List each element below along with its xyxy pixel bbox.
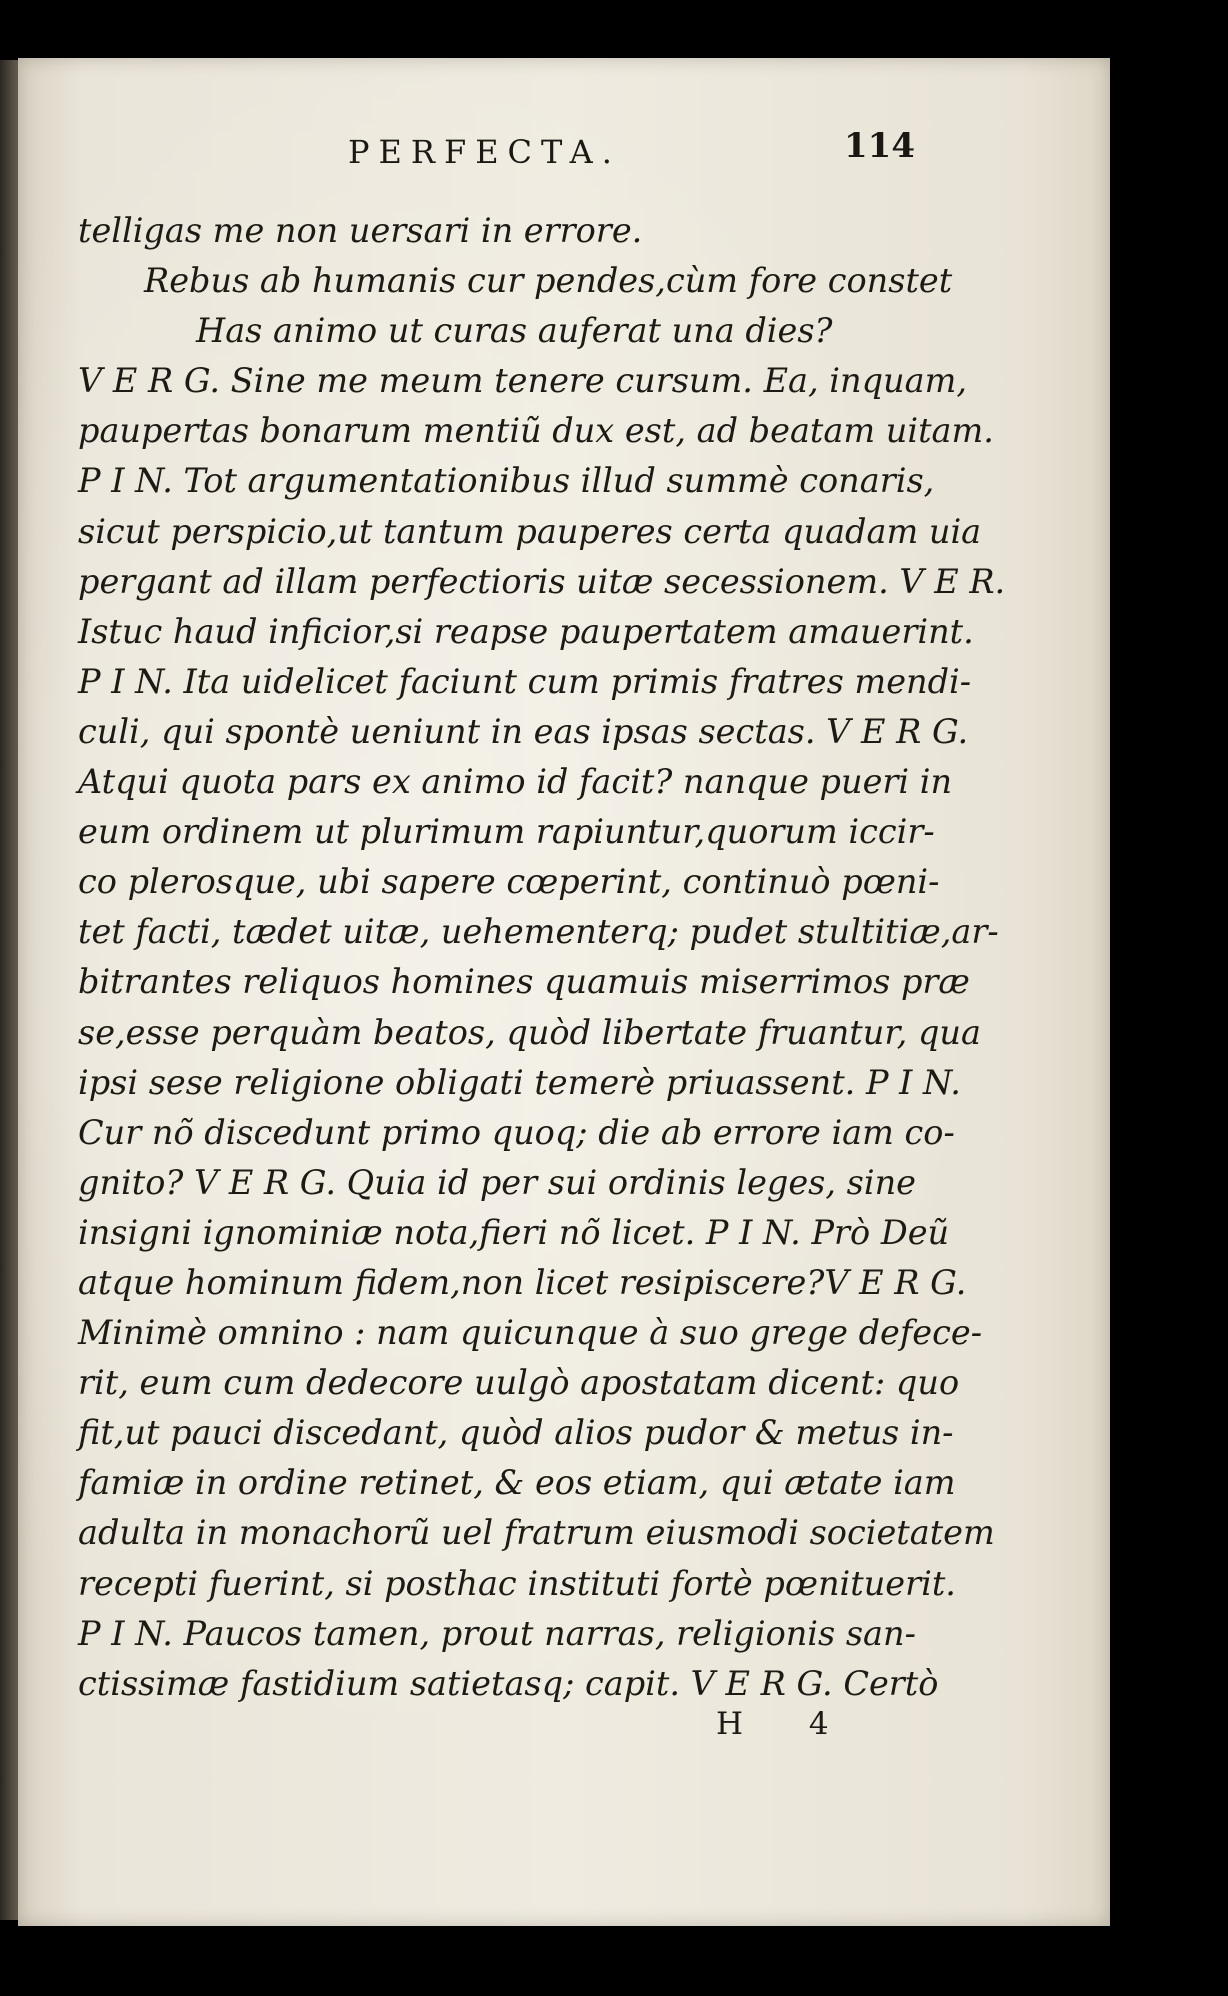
text-line: P I N. Tot argumentationibus illud summè conaris, [78, 461, 935, 501]
body-text [78, 206, 1006, 1709]
text-line: se,esse perquàm beatos, quòd libertate fruantur, qua [78, 1012, 981, 1052]
text-line: fit,ut pauci discedant, quòd alios pudor & metus in- [78, 1413, 954, 1453]
text-line: rit, eum cum dedecore uulgò apostatam dicent: quo [78, 1363, 960, 1403]
text-line: bitrantes reliquos homines quamuis miserrimos præ [78, 962, 970, 1002]
text-line: gnito? V E R G. Quia id per sui ordinis leges, sine [78, 1162, 916, 1202]
text-line: culi, qui spontè ueniunt in eas ipsas sectas. V E R G. [78, 711, 969, 751]
verse-line: Has animo ut curas auferat una dies? [196, 311, 833, 351]
text-line: eum ordinem ut plurimum rapiuntur,quorum iccir- [78, 812, 935, 852]
text-line: Istuc haud inficior,si reapse paupertatem amauerint. [78, 611, 974, 651]
text-line: sicut perspicio,ut tantum pauperes certa quadam uia [78, 511, 982, 551]
text-line: ctissimæ fastidium satietasq; capit. V E R G. Certò [78, 1663, 939, 1703]
text-line: atque hominum fidem,non licet resipiscere?V E R G. [78, 1262, 967, 1302]
text-line: adulta in monachorũ uel fratrum eiusmodi societatem [78, 1513, 995, 1553]
text-line: tet facti, tædet uitæ, uehementerq; pudet stultitiæ,ar- [78, 912, 999, 952]
text-line: Cur nõ discedunt primo quoq; die ab errore iam co- [78, 1112, 955, 1152]
text-line: ipsi sese religione obligati temerè priuassent. P I N. [78, 1062, 961, 1102]
text-line: V E R G. Sine me meum tenere cursum. Ea, inquam, [78, 361, 967, 401]
signature-mark: H 4 [716, 1706, 857, 1742]
text-line: co plerosque, ubi sapere cœperint, continuò pœni- [78, 862, 940, 902]
text-line: recepti fuerint, si posthac instituti fortè pœnituerit. [78, 1563, 956, 1603]
text-line: Atqui quota pars ex animo id facit? nanque pueri in [78, 762, 953, 802]
text-line: pergant ad illam perfectioris uitæ secessionem. V E R. [78, 561, 1006, 601]
text-line: Minimè omnino : nam quicunque à suo grege defece- [78, 1313, 983, 1353]
text-line: P I N. Ita uidelicet faciunt cum primis fratres mendi- [78, 661, 972, 701]
text-line: insigni ignominiæ nota,fieri nõ licet. P I N. Prò Deũ [78, 1212, 950, 1252]
book-page [18, 58, 1110, 1926]
running-head: PERFECTA. [348, 133, 621, 171]
page-number: 114 [844, 126, 915, 166]
text-line: telligas me non uersari in errore. [78, 211, 643, 250]
text-line: famiæ in ordine retinet, & eos etiam, qui ætate iam [78, 1463, 956, 1503]
text-line: paupertas bonarum mentiũ dux est, ad beatam uitam. [78, 411, 994, 451]
verse-line: Rebus ab humanis cur pendes,cùm fore constet [144, 261, 953, 301]
text-line: P I N. Paucos tamen, prout narras, religionis san- [78, 1613, 916, 1653]
